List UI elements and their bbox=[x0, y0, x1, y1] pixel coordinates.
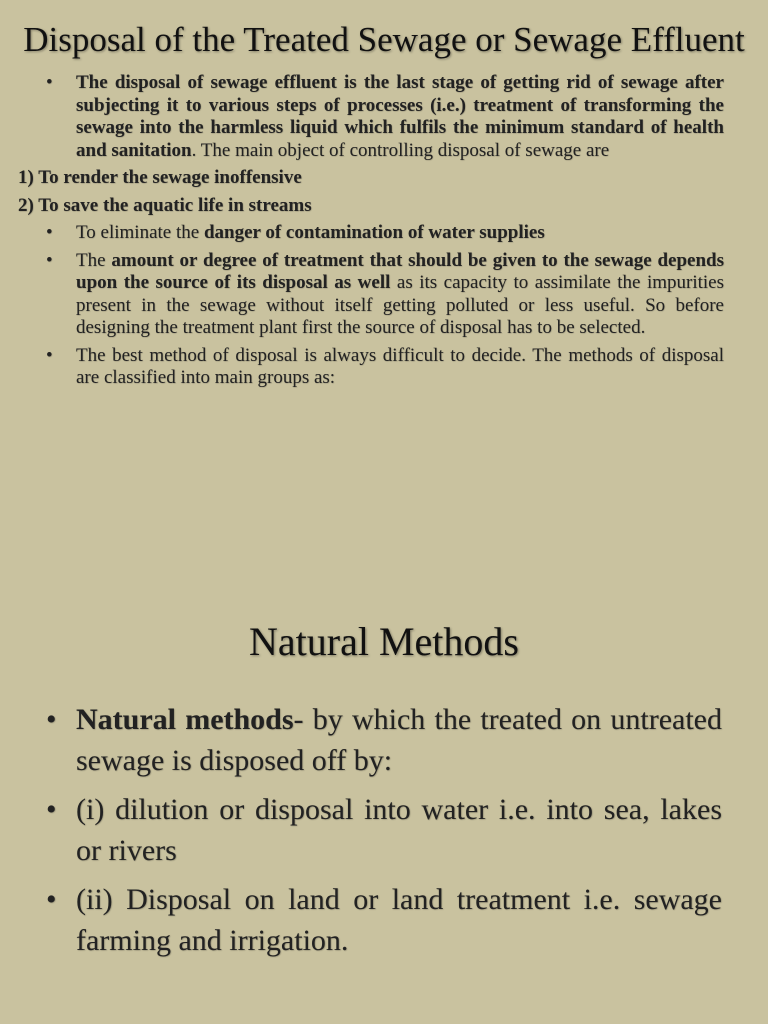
bold-text: The disposal of sewage effluent is the last stage of getting rid of sewage after subjecting it to various steps of processes (i.e.) treatment of transforming the sewage into the harmless liquid which fulfils the minimum standard of health and sanitation bbox=[76, 72, 724, 161]
bullet-list bbox=[0, 72, 768, 390]
list-item bbox=[46, 250, 724, 340]
list-item bbox=[46, 222, 724, 245]
list-item bbox=[46, 345, 724, 390]
list-item bbox=[46, 789, 722, 871]
slide-title: Disposal of the Treated Sewage or Sewage Effluent bbox=[23, 20, 745, 59]
list-item bbox=[46, 879, 722, 961]
bold-text: Natural methods bbox=[76, 703, 294, 736]
numbered-item bbox=[18, 167, 724, 190]
body-text: The best method of disposal is always difficult to decide. The methods of disposal are classified into main groups as: bbox=[76, 344, 724, 388]
bold-text: amount or degree of treatment that should be given to the sewage depends upon the source of its disposal as well bbox=[76, 249, 725, 293]
body-text: (ii) Disposal on land or land treatment i.e. sewage farming and irrigation. bbox=[76, 883, 722, 957]
body-text: To eliminate the bbox=[76, 222, 204, 243]
slide-title: Natural Methods bbox=[249, 619, 519, 664]
body-text: The bbox=[76, 249, 112, 271]
list-item bbox=[46, 72, 724, 162]
numbered-item bbox=[18, 195, 724, 218]
body-text: - by which the treated on untreated sewage is disposed off by: bbox=[76, 703, 722, 777]
bullet-list bbox=[0, 699, 768, 961]
item-text: 2) To save the aquatic life in streams bbox=[18, 194, 312, 216]
item-text: 1) To render the sewage inoffensive bbox=[18, 167, 302, 188]
list-item bbox=[46, 699, 722, 781]
bold-text: danger of contamination of water supplies bbox=[203, 222, 545, 243]
body-text: . The main object of controlling disposal of sewage are bbox=[191, 139, 610, 161]
body-text: as its capacity to assimilate the impurities present in the sewage without itself getting polluted or less useful. So before designing the treatment plant first the source of disposal has to be selected. bbox=[76, 272, 725, 338]
slide-natural-methods bbox=[0, 512, 768, 1024]
body-text: (i) dilution or disposal into water i.e. into sea, lakes or rivers bbox=[76, 793, 722, 867]
